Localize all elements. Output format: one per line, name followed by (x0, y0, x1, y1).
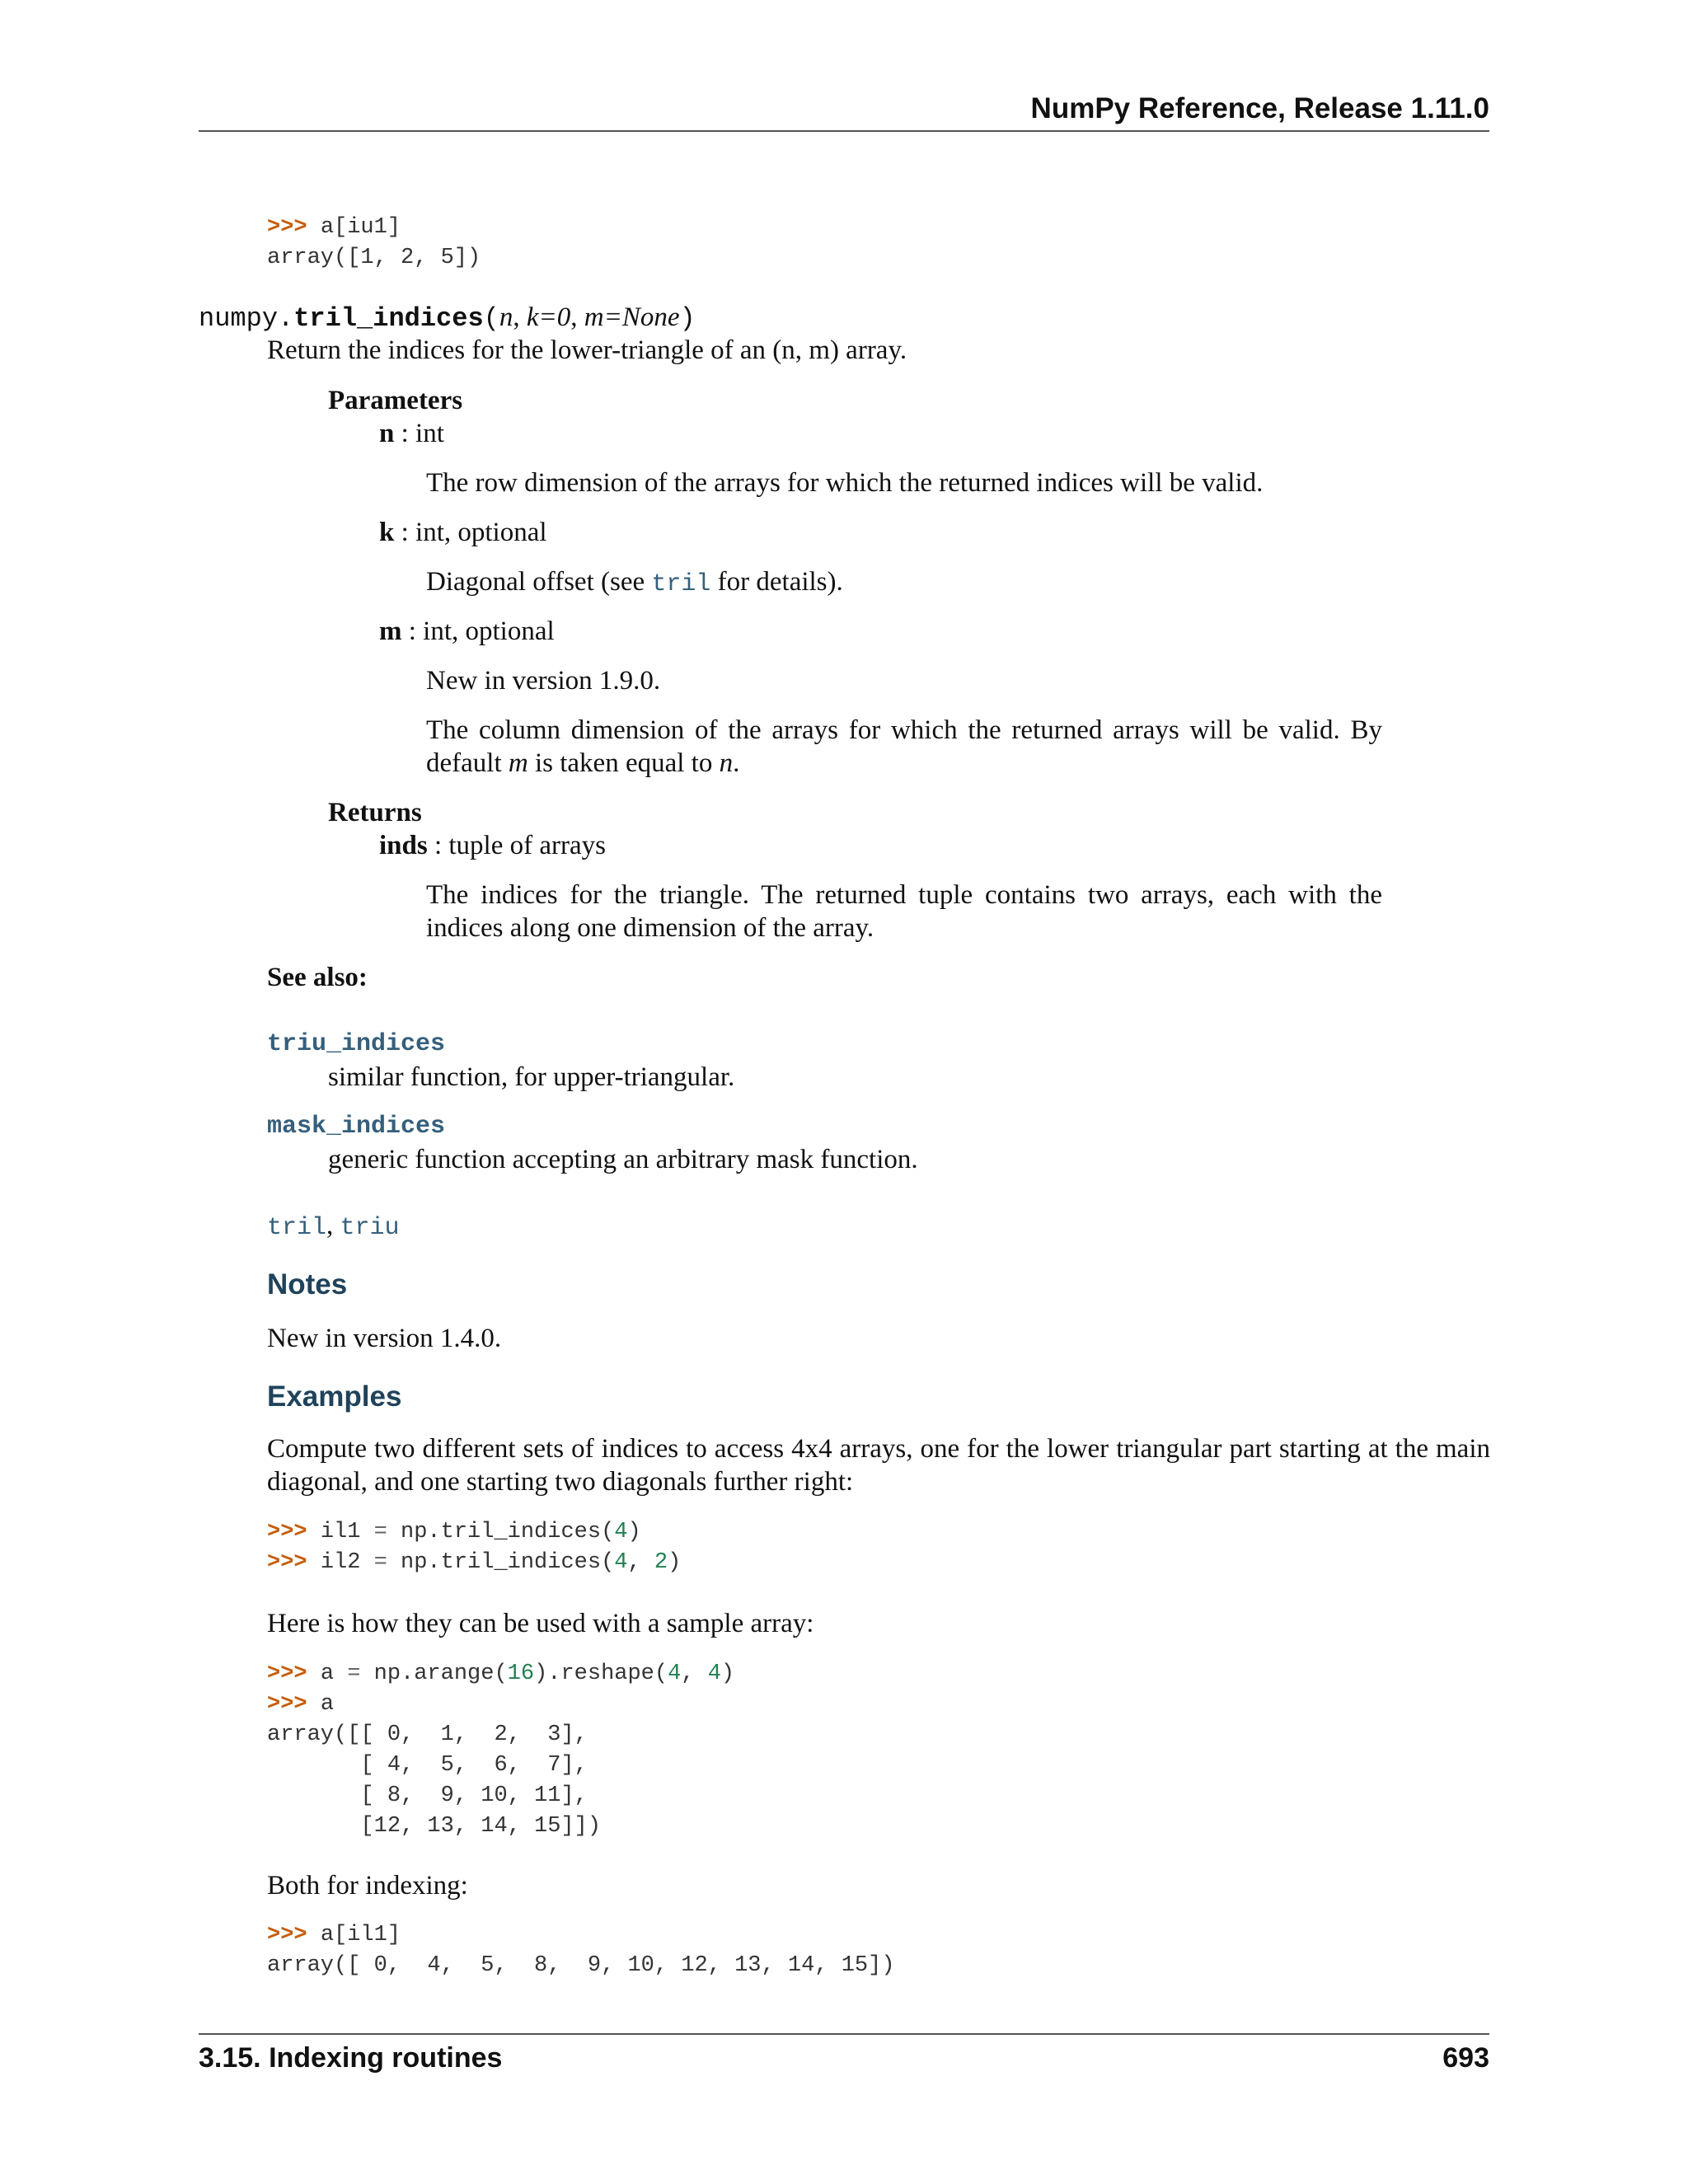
header-rule (199, 130, 1489, 132)
param-m-desc-line2: default m is taken equal to n. (426, 748, 740, 778)
examples-text3: Both for indexing: (267, 1871, 468, 1900)
return-desc-line1: The indices for the triangle. The returned tuple contains two arrays, each with the (426, 880, 1382, 910)
return-desc-line2: indices along one dimension of the array. (426, 913, 874, 943)
param-k: k : int, optional (379, 518, 547, 547)
footer-rule (199, 2033, 1489, 2035)
code-block-1: >>> il1 = np.tril_indices(4) >>> il2 = np.tril_indices(4, 2) (267, 1520, 682, 1575)
link-tril[interactable]: tril (267, 1214, 327, 1242)
link-triu[interactable]: triu (340, 1214, 400, 1242)
code-block-2: >>> a = np.arange(16).reshape(4, 4) >>> a array([[ 0, 1, 2, 3], [ 4, 5, 6, 7], [ 8, 9, 10, 11], [12, 13, 14, 15]]) (267, 1661, 735, 1839)
function-signature: numpy.tril_indices(n, k=0, m=None) (199, 302, 696, 334)
see-also-desc-1: similar function, for upper-triangular. (328, 1062, 735, 1092)
examples-text2: Here is how they can be used with a sample array: (267, 1609, 814, 1638)
examples-heading: Examples (267, 1380, 402, 1413)
prompt: >>> (267, 215, 307, 240)
param-m-version: New in version 1.9.0. (426, 666, 661, 696)
running-header: NumPy Reference, Release 1.11.0 (1030, 92, 1489, 124)
see-also-desc-2: generic function accepting an arbitrary mask function. (328, 1145, 918, 1174)
code-input: a[iu1] (320, 215, 401, 240)
param-k-desc: Diagonal offset (see tril for details). (426, 567, 843, 598)
link-mask-indices[interactable]: mask_indices (267, 1113, 446, 1141)
examples-intro-line2: diagonal, and one starting two diagonals further right: (267, 1467, 854, 1497)
code-block-top (267, 213, 481, 274)
parameters-heading: Parameters (328, 386, 463, 415)
see-also-plain-links: tril, triu (267, 1211, 400, 1242)
footer-section: 3.15. Indexing routines (199, 2042, 503, 2074)
link-tril[interactable]: tril (651, 570, 711, 598)
param-m: m : int, optional (379, 616, 555, 646)
signature-name: tril_indices (293, 303, 484, 334)
returns-heading: Returns (328, 798, 422, 827)
notes-text: New in version 1.4.0. (267, 1324, 502, 1353)
code-block-3: >>> a[il1] array([ 0, 4, 5, 8, 9, 10, 12, 13, 14, 15]) (267, 1923, 895, 1978)
param-n-desc: The row dimension of the arrays for which the returned indices will be valid. (426, 468, 1264, 498)
return-inds: inds : tuple of arrays (379, 831, 606, 860)
param-m-desc-line1: The column dimension of the arrays for which the returned arrays will be valid. By (426, 715, 1382, 745)
see-also-heading: See also: (267, 963, 368, 992)
footer-page-number: 693 (1442, 2042, 1489, 2074)
code-output: array([1, 2, 5]) (267, 246, 481, 270)
param-n: n : int (379, 419, 444, 448)
signature-module: numpy. (199, 303, 294, 334)
notes-heading: Notes (267, 1268, 348, 1301)
function-summary: Return the indices for the lower-triangle of an (n, m) array. (267, 335, 907, 365)
examples-intro-line1: Compute two different sets of indices to access 4x4 arrays, one for the lower triangular part starting at the main (267, 1434, 1490, 1464)
link-triu-indices[interactable]: triu_indices (267, 1030, 446, 1058)
